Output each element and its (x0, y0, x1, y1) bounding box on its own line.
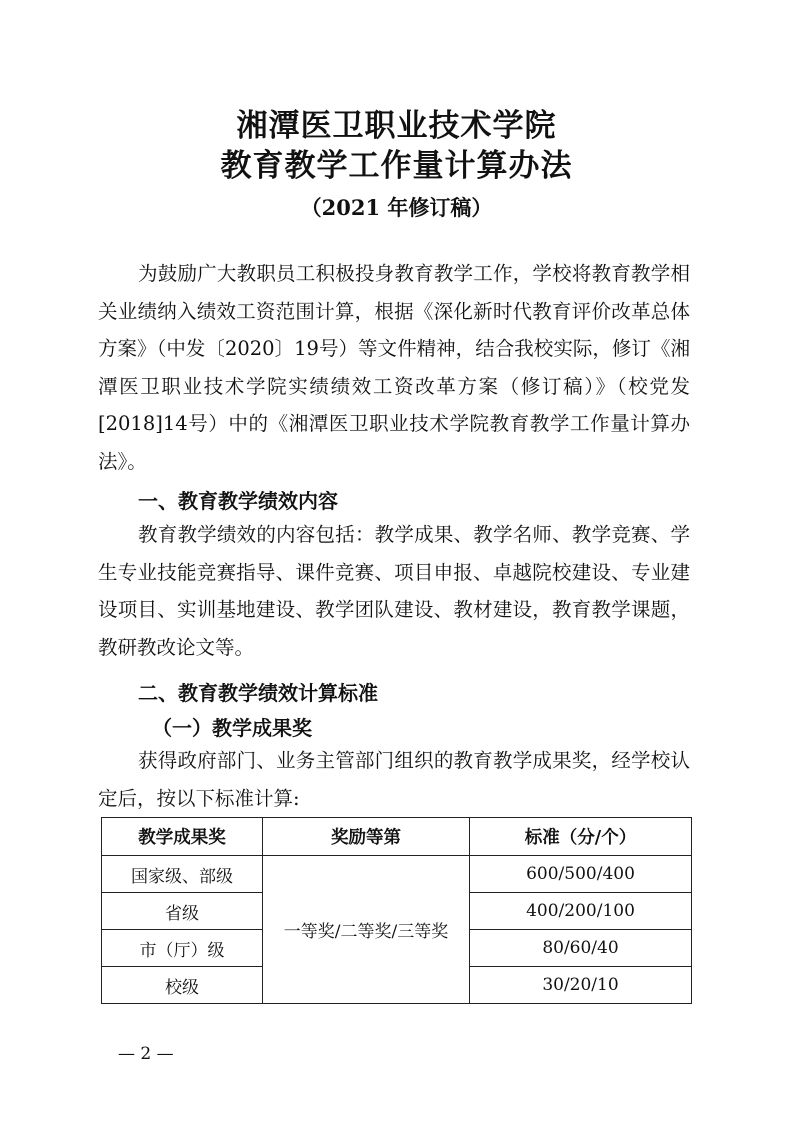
award-standard-table (101, 817, 692, 1004)
section1-heading: 一、教育教学绩效内容 (138, 489, 338, 513)
subsection1-heading: （一）教学成果奖 (152, 716, 312, 740)
section1-paragraph: 教育教学绩效的内容包括：教学成果、教学名师、教学竞赛、学生专业技能竞赛指导、课件竞赛、项目申报、卓越院校建设、专业建设项目、实训基地建设、教学团队建设、教材建设，教育教学课题，教研教改论文等。 (98, 523, 690, 659)
standard-cell: 400/200/100 (470, 893, 692, 930)
page-number: — 2 — (118, 1044, 174, 1064)
column-header-standard: 标准（分/个） (470, 818, 692, 856)
award-level-cell: 校级 (102, 967, 263, 1004)
column-header-grade: 奖励等第 (263, 818, 470, 856)
section2-heading: 二、教育教学绩效计算标准 (138, 681, 378, 705)
table-header-row (102, 818, 692, 856)
standard-cell: 30/20/10 (470, 967, 692, 1004)
column-header-award: 教学成果奖 (102, 818, 263, 856)
document-title-line2: 教育教学工作量计算办法 (220, 148, 573, 184)
subsection1-paragraph: 获得政府部门、业务主管部门组织的教育教学成果奖，经学校认定后，按以下标准计算: (98, 749, 690, 810)
intro-paragraph: 为鼓励广大教职员工积极投身教育教学工作，学校将教育教学相关业绩纳入绩效工资范围计算，根据《深化新时代教育评价改革总体方案》（中发〔2020〕19号）等文件精神，结合我校实际，修订《湘潭医卫职业技术学院实绩绩效工资改革方案（修订稿）》（校党发[2018]14号）中的《湘潭医卫职业技术学院教育教学工作量计算办法》。 (98, 262, 690, 473)
standard-cell: 600/500/400 (470, 856, 692, 893)
standard-cell: 80/60/40 (470, 930, 692, 967)
document-subtitle: （2021 年修订稿） (300, 195, 493, 220)
table-row (102, 856, 692, 893)
document-title-line1: 湘潭医卫职业技术学院 (236, 108, 557, 144)
award-level-cell: 省级 (102, 893, 263, 930)
award-level-cell: 国家级、部级 (102, 856, 263, 893)
award-grade-cell: 一等奖/二等奖/三等奖 (263, 856, 470, 1004)
award-level-cell: 市（厅）级 (102, 930, 263, 967)
